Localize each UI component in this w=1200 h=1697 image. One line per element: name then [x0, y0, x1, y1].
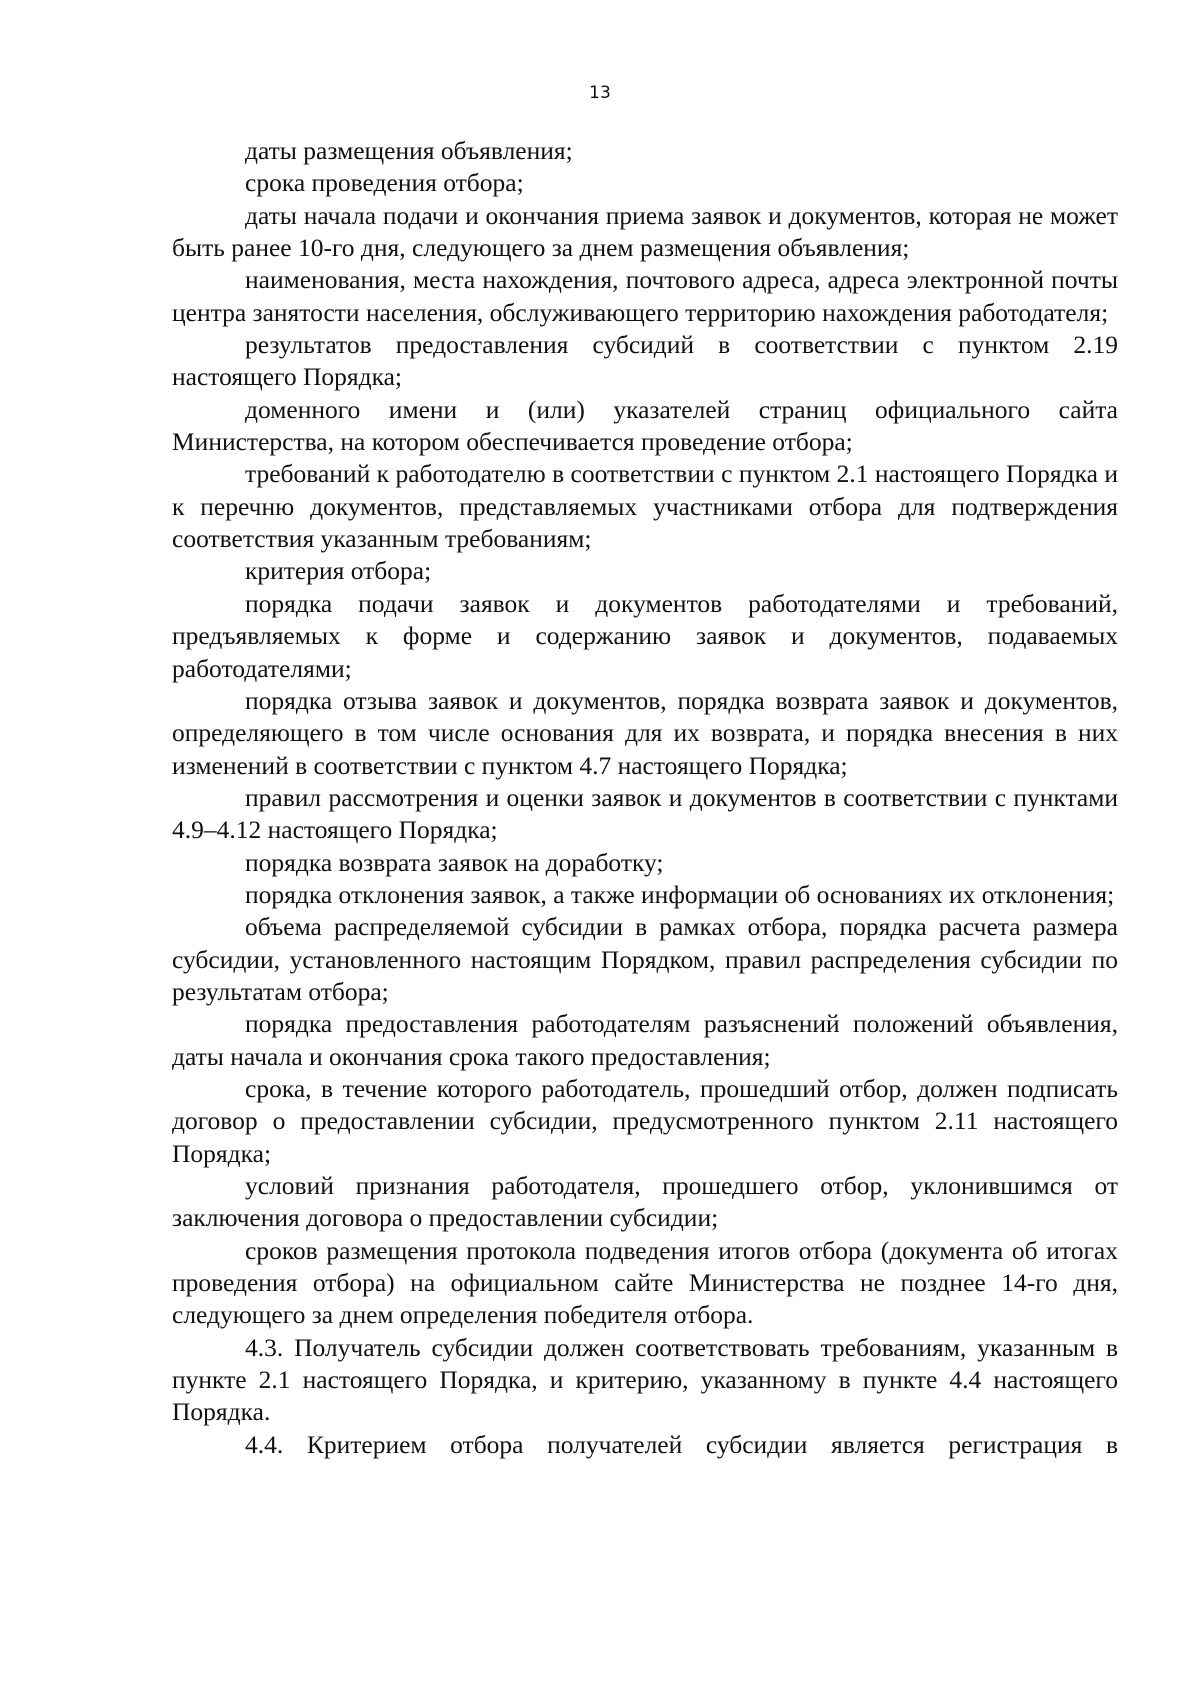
paragraph-domain-name: доменного имени и (или) указателей страниц официального сайта Министерства, на котором обеспечивается проведение отбора; [172, 394, 1118, 457]
page-number: 13 [589, 83, 611, 103]
paragraph-return-for-revision: порядка возврата заявок на доработку; [245, 847, 664, 877]
paragraph-rejection-procedure: порядка отклонения заявок, а также информации об основаниях их отклонения; [245, 879, 1115, 909]
paragraph-subsidy-results: результатов предоставления субсидий в соответствии с пунктом 2.19 настоящего Порядка; [172, 330, 1118, 392]
paragraph-employment-center-details: наименования, места нахождения, почтового адреса, адреса электронной почты центра занятости населения, обслуживающего территорию нахождения работодателя; [172, 265, 1118, 327]
document-body [172, 135, 1118, 1461]
paragraph-submission-procedure: порядка подачи заявок и документов работодателями и требований, предъявляемых к форме и содержанию заявок и документов, подаваемых работодателями; [172, 588, 1118, 683]
paragraph-clarifications: порядка предоставления работодателям разъяснений положений объявления, даты начала и окончания срока такого предоставления; [172, 1009, 1118, 1071]
paragraph-employer-requirements: требований к работодателю в соответствии с пунктом 2.1 настоящего Порядка и к перечню документов, представляемых участниками отбора для подтверждения соответствия указанным требованиям; [172, 459, 1118, 554]
paragraph-section-4-3: 4.3. Получатель субсидии должен соответствовать требованиям, указанным в пункте 2.1 настоящего Порядка, и критерию, указанному в пункте 4.4 настоящего Порядка. [172, 1332, 1118, 1427]
paragraph-evasion-conditions: условий признания работодателя, прошедшего отбор, уклонившимся от заключения договора о предоставлении субсидии; [172, 1171, 1118, 1233]
paragraph-subsidy-volume: объема распределяемой субсидии в рамках отбора, порядка расчета размера субсидии, установленного настоящим Порядком, правил распределения субсидии по результатам отбора; [172, 912, 1118, 1006]
paragraph-announcement-date: даты размещения объявления; [245, 136, 573, 165]
paragraph-protocol-publication: сроков размещения протокола подведения итогов отбора (документа об итогах проведения отбора) на официальном сайте Министерства не позднее 14-го дня, следующего за днем определения победителя отбора. [172, 1235, 1118, 1330]
paragraph-application-dates: даты начала подачи и окончания приема заявок и документов, которая не может быть ранее 10-го дня, следующего за днем размещения объявления; [172, 200, 1118, 263]
paragraph-section-4-4: 4.4. Критерием отбора получателей субсидии является регистрация в [245, 1429, 1118, 1459]
paragraph-selection-period: срока проведения отбора; [245, 168, 524, 198]
paragraph-selection-criterion: критерия отбора; [245, 556, 432, 586]
paragraph-withdrawal-procedure: порядка отзыва заявок и документов, порядка возврата заявок и документов, определяющего в том числе основания для их возврата, и порядка внесения в них изменений в соответствии с пунктом 4.7 настоящего Порядка; [172, 685, 1118, 780]
paragraph-contract-deadline: срока, в течение которого работодатель, прошедший отбор, должен подписать договор о предоставлении субсидии, предусмотренного пунктом 2.11 настоящего Порядка; [172, 1073, 1118, 1168]
paragraph-evaluation-rules: правил рассмотрения и оценки заявок и документов в соответствии с пунктами 4.9–4.12 настоящего Порядка; [172, 782, 1118, 845]
